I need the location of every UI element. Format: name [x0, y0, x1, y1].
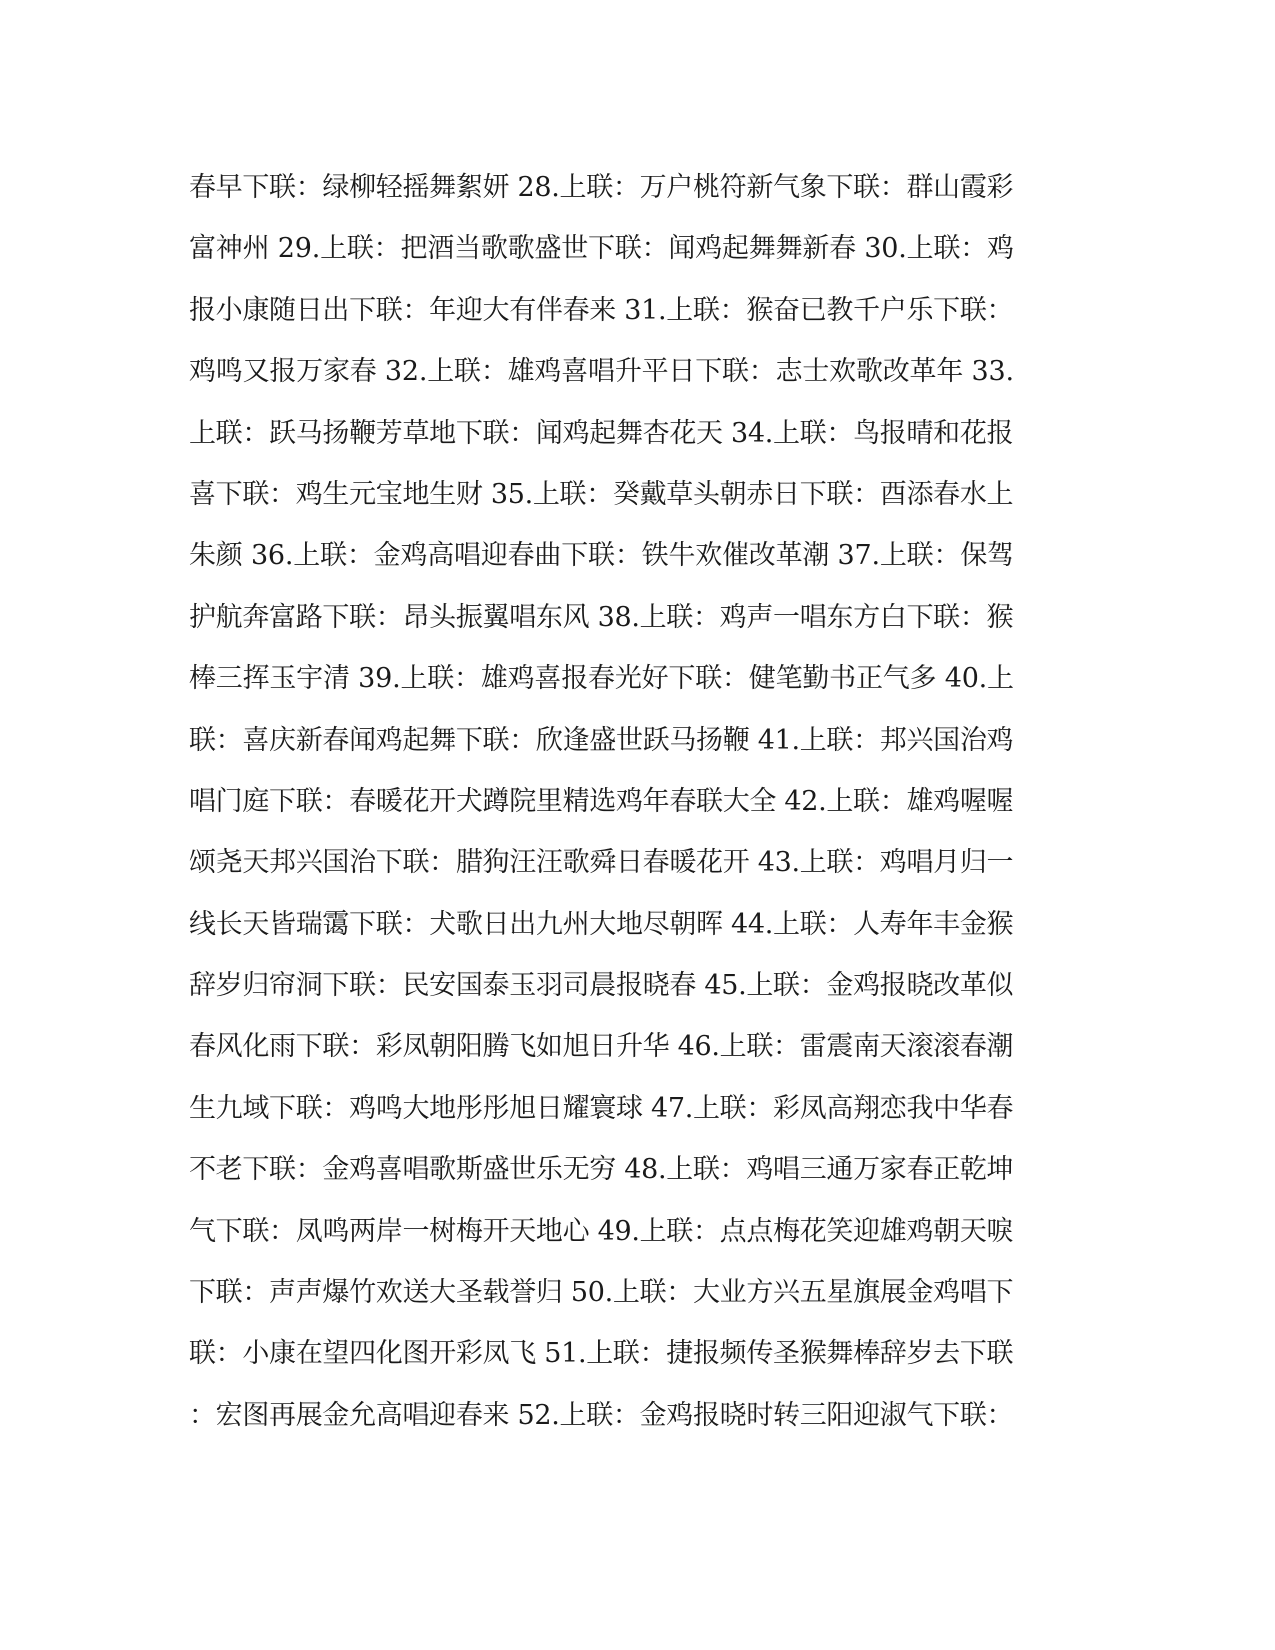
text-line: 不老下联：金鸡喜唱歌斯盛世乐无穷 48.上联：鸡唱三通万家春正乾坤	[189, 1154, 1014, 1186]
body-text	[189, 157, 1089, 1446]
text-line: 气下联：凤鸣两岸一树梅开天地心 49.上联：点点梅花笑迎雄鸡朝天唳	[189, 1215, 1014, 1247]
text-line: 辞岁归帘洞下联：民安国泰玉羽司晨报晓春 45.上联：金鸡报晓改革似	[189, 970, 1014, 1002]
text-line: 喜下联：鸡生元宝地生财 35.上联：癸戴草头朝赤日下联：酉添春水上	[189, 478, 1014, 510]
text-line: 春风化雨下联：彩凤朝阳腾飞如旭日升华 46.上联：雷震南天滚滚春潮	[189, 1031, 1014, 1063]
text-line: 联：喜庆新春闻鸡起舞下联：欣逢盛世跃马扬鞭 41.上联：邦兴国治鸡	[189, 724, 1014, 756]
text-line: 上联：跃马扬鞭芳草地下联：闻鸡起舞杏花天 34.上联：鸟报晴和花报	[189, 417, 1014, 449]
text-line: 朱颜 36.上联：金鸡高唱迎春曲下联：铁牛欢催改革潮 37.上联：保驾	[189, 540, 1014, 572]
text-line: ：宏图再展金允高唱迎春来 52.上联：金鸡报晓时转三阳迎淑气下联：	[189, 1399, 1014, 1431]
text-line: 鸡鸣又报万家春 32.上联：雄鸡喜唱升平日下联：志士欢歌改革年 33.	[189, 356, 1014, 388]
text-line: 联：小康在望四化图开彩凤飞 51.上联：捷报频传圣猴舞棒辞岁去下联	[189, 1338, 1014, 1370]
text-line: 棒三挥玉宇清 39.上联：雄鸡喜报春光好下联：健笔勤书正气多 40.上	[189, 663, 1014, 695]
text-line: 春早下联：绿柳轻摇舞絮妍 28.上联：万户桃符新气象下联：群山霞彩	[189, 172, 1014, 203]
text-line: 线长天皆瑞霭下联：犬歌日出九州大地尽朝晖 44.上联：人寿年丰金猴	[189, 908, 1014, 940]
text-line: 下联：声声爆竹欢送大圣载誉归 50.上联：大业方兴五星旗展金鸡唱下	[189, 1277, 1014, 1309]
text-line: 护航奔富路下联：昂头振翼唱东风 38.上联：鸡声一唱东方白下联：猴	[189, 601, 1014, 633]
text-line: 富神州 29.上联：把酒当歌歌盛世下联：闻鸡起舞舞新春 30.上联：鸡	[189, 233, 1014, 265]
text-line: 颂尧天邦兴国治下联：腊狗汪汪歌舜日春暖花开 43.上联：鸡唱月归一	[189, 847, 1014, 879]
text-line: 报小康随日出下联：年迎大有伴春来 31.上联：猴奋已教千户乐下联：	[189, 294, 1014, 326]
text-line: 生九域下联：鸡鸣大地彤彤旭日耀寰球 47.上联：彩凤高翔恋我中华春	[189, 1092, 1014, 1124]
text-line: 唱门庭下联：春暖花开犬蹲院里精选鸡年春联大全 42.上联：雄鸡喔喔	[189, 785, 1014, 817]
